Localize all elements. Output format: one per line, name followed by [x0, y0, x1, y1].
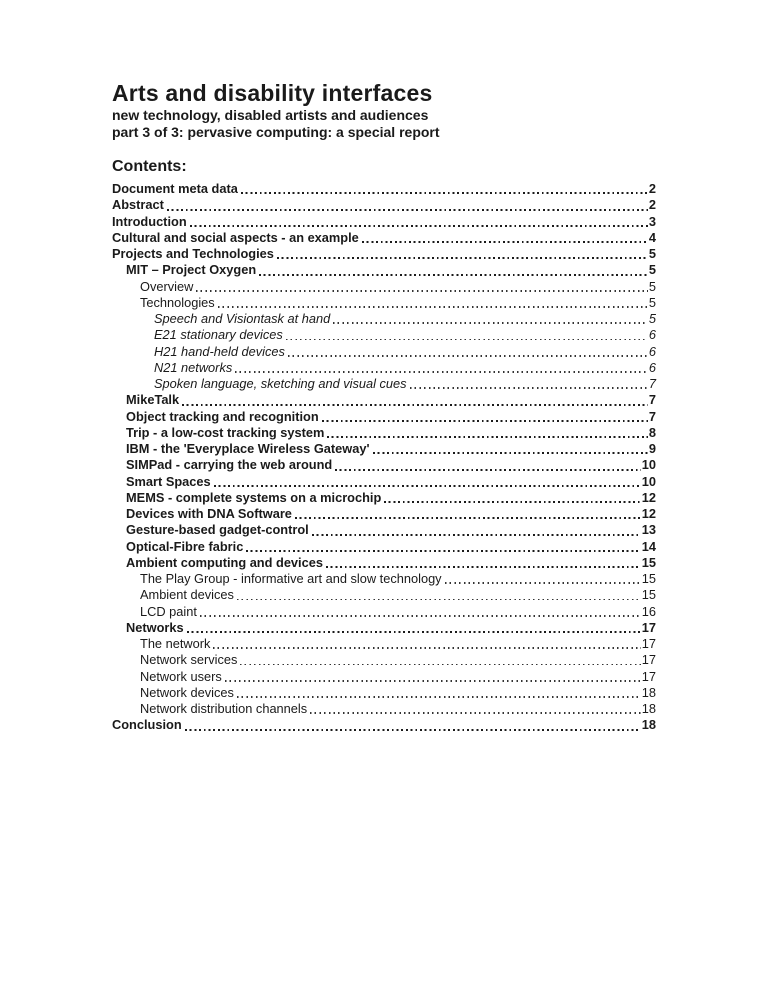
toc-entry[interactable] [112, 230, 656, 246]
dot-leader [187, 631, 641, 633]
dot-leader [286, 339, 648, 341]
toc-page-number: 5 [648, 262, 656, 278]
toc-entry[interactable] [112, 652, 656, 668]
toc-page-number: 17 [641, 636, 656, 651]
toc-entry-label: Network distribution channels [140, 701, 308, 716]
toc-page-number: 7 [648, 392, 656, 408]
toc-entry[interactable] [112, 636, 656, 652]
toc-page-number: 18 [641, 684, 656, 700]
toc-page-number: 16 [641, 603, 656, 619]
toc-page-number: 8 [648, 424, 656, 440]
toc-page-number: 5 [648, 278, 656, 294]
toc-entry-label: Smart Spaces [126, 473, 211, 489]
toc-page-number: 15 [641, 587, 656, 603]
toc-entry-label: Optical-Fibre fabric [126, 538, 244, 554]
toc-entry-label: SIMPad - carrying the web around [126, 457, 333, 473]
toc-entry-label: Gesture-based gadget-control [126, 522, 309, 538]
dot-leader [410, 387, 648, 389]
dot-leader [190, 225, 648, 227]
table-of-contents [112, 181, 656, 734]
toc-entry-label: Network devices [140, 684, 234, 700]
subtitle-line-2: part 3 of 3: pervasive computing: a special report [112, 123, 440, 140]
subtitle-line-1: new technology, disabled artists and audiences [112, 107, 429, 123]
toc-page-number: 3 [648, 213, 656, 229]
toc-entry[interactable] [112, 539, 656, 555]
toc-entry[interactable] [112, 604, 656, 620]
dot-leader [326, 566, 641, 568]
toc-entry-label: Speech and Visiontask at hand [154, 311, 331, 326]
toc-page-number: 17 [641, 668, 656, 684]
toc-page-number: 7 [648, 376, 656, 391]
toc-entry-label: Abstract [112, 197, 164, 213]
toc-entry[interactable] [112, 425, 656, 441]
dot-leader [310, 712, 641, 714]
toc-entry[interactable] [112, 214, 656, 230]
toc-page-number: 5 [648, 246, 656, 261]
dot-leader [335, 469, 641, 471]
dot-leader [196, 290, 648, 292]
toc-page-number: 4 [648, 229, 656, 245]
toc-entry[interactable] [112, 555, 656, 571]
contents-heading: Contents: [112, 158, 187, 175]
toc-entry[interactable] [112, 474, 656, 490]
toc-entry-label: Networks [126, 619, 184, 635]
dot-leader [240, 664, 640, 666]
toc-entry[interactable] [112, 587, 656, 603]
dot-leader [333, 322, 648, 324]
toc-entry[interactable] [112, 376, 656, 392]
toc-entry[interactable] [112, 620, 656, 636]
toc-entry[interactable] [112, 685, 656, 701]
toc-entry-label: Overview [140, 278, 194, 294]
toc-entry[interactable] [112, 327, 656, 343]
toc-entry-label: Technologies [140, 294, 215, 310]
toc-page-number: 6 [648, 359, 656, 375]
toc-entry-label: Conclusion [112, 717, 182, 733]
toc-entry-label: Document meta data [112, 181, 238, 196]
toc-page-number: 12 [641, 489, 656, 505]
toc-page-number: 6 [648, 327, 656, 343]
toc-entry-label: Ambient devices [140, 587, 234, 603]
toc-page-number: 18 [641, 717, 656, 733]
toc-page-number: 17 [641, 619, 656, 635]
toc-entry-label: MIT – Project Oxygen [126, 262, 257, 278]
toc-page-number: 10 [641, 457, 656, 473]
toc-entry-label: MEMS - complete systems on a microchip [126, 489, 382, 505]
toc-entry-label: The network [140, 636, 211, 651]
toc-page-number: 17 [641, 652, 656, 668]
toc-entry[interactable] [112, 506, 656, 522]
dot-leader [182, 404, 648, 406]
toc-page-number: 2 [648, 197, 656, 213]
toc-page-number: 14 [641, 538, 656, 554]
toc-entry-label: Projects and Technologies [112, 246, 274, 261]
toc-page-number: 7 [648, 408, 656, 424]
dot-leader [213, 647, 640, 649]
dot-leader [373, 452, 648, 454]
toc-entry[interactable] [112, 717, 656, 733]
toc-page-number: 2 [648, 181, 656, 196]
toc-entry-label: Object tracking and recognition [126, 408, 319, 424]
toc-page-number: 18 [641, 701, 656, 716]
dot-leader [277, 257, 648, 259]
dot-leader [445, 582, 641, 584]
dot-leader [259, 274, 648, 276]
toc-entry[interactable] [112, 344, 656, 360]
dot-leader [237, 696, 641, 698]
toc-entry-label: LCD paint [140, 603, 197, 619]
toc-entry[interactable] [112, 392, 656, 408]
toc-page-number: 6 [648, 343, 656, 359]
toc-page-number: 12 [641, 506, 656, 521]
toc-entry[interactable] [112, 701, 656, 717]
toc-entry[interactable] [112, 279, 656, 295]
toc-entry[interactable] [112, 457, 656, 473]
dot-leader [384, 501, 640, 503]
dot-leader [246, 550, 640, 552]
toc-page-number: 10 [641, 473, 656, 489]
toc-entry[interactable] [112, 441, 656, 457]
dot-leader [167, 209, 648, 211]
dot-leader [322, 420, 648, 422]
toc-page-number: 13 [641, 522, 656, 538]
dot-leader [185, 729, 641, 731]
toc-entry-label: MikeTalk [126, 392, 180, 408]
toc-entry[interactable] [112, 409, 656, 425]
dot-leader [327, 436, 647, 438]
toc-entry-label: H21 hand-held devices [154, 343, 285, 359]
toc-entry[interactable] [112, 262, 656, 278]
toc-entry[interactable] [112, 181, 656, 197]
toc-entry[interactable] [112, 571, 656, 587]
document-subtitle [112, 107, 656, 140]
toc-entry-label: N21 networks [154, 359, 233, 375]
toc-entry[interactable] [112, 490, 656, 506]
toc-entry-label: Trip - a low-cost tracking system [126, 424, 325, 440]
toc-page-number: 15 [641, 554, 656, 570]
dot-leader [225, 680, 641, 682]
toc-entry[interactable] [112, 360, 656, 376]
toc-entry-label: IBM - the 'Everyplace Wireless Gateway' [126, 441, 370, 456]
toc-entry-label: E21 stationary devices [154, 327, 283, 343]
dot-leader [241, 192, 648, 194]
toc-entry-label: Network users [140, 668, 222, 684]
toc-entry-label: The Play Group - informative art and slow technology [140, 571, 442, 586]
toc-entry-label: Spoken language, sketching and visual cues [154, 376, 407, 391]
page-title: Arts and disability interfaces [112, 80, 433, 106]
toc-entry-label: Devices with DNA Software [126, 506, 292, 521]
dot-leader [362, 241, 648, 243]
toc-page-number: 15 [641, 571, 656, 586]
toc-entry[interactable] [112, 522, 656, 538]
dot-leader [235, 371, 648, 373]
dot-leader [288, 355, 648, 357]
toc-entry[interactable] [112, 311, 656, 327]
toc-entry[interactable] [112, 295, 656, 311]
toc-page-number: 9 [648, 441, 656, 456]
toc-entry-label: Introduction [112, 213, 187, 229]
dot-leader [295, 517, 641, 519]
toc-entry-label: Ambient computing and devices [126, 554, 323, 570]
toc-entry[interactable] [112, 246, 656, 262]
toc-entry-label: Cultural and social aspects - an example [112, 229, 359, 245]
dot-leader [214, 485, 641, 487]
toc-entry-label: Network services [140, 652, 238, 668]
toc-page-number: 5 [648, 294, 656, 310]
dot-leader [312, 534, 641, 536]
toc-entry[interactable] [112, 669, 656, 685]
dot-leader [218, 306, 648, 308]
toc-entry[interactable] [112, 197, 656, 213]
dot-leader [237, 599, 641, 601]
toc-page-number: 5 [648, 311, 656, 326]
dot-leader [200, 615, 641, 617]
